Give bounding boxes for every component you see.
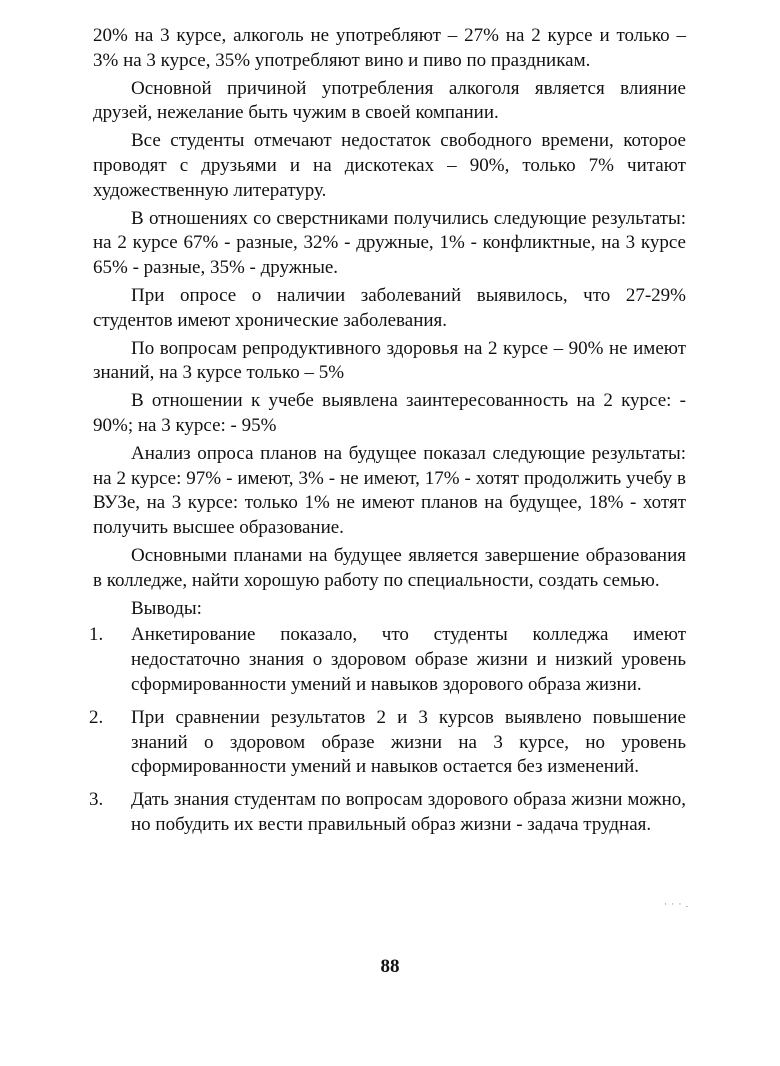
scan-speck: · · · . <box>664 899 689 909</box>
conclusions-heading: Выводы: <box>131 597 202 619</box>
list-item-text: Дать знания студентам по вопросам здорового образа жизни можно, но побудить их вести правильный образ жизни - задача трудная. <box>131 789 686 835</box>
paragraph-9: Основными планами на будущее является завершение образования в колледже, найти хорошую работу по специальности, создать семью. <box>93 544 686 591</box>
conclusions-list <box>89 623 686 837</box>
paragraph-8: Анализ опроса планов на будущее показал следующие результаты: на 2 курсе: 97% - имеют, 3% - не имеют, 17% - хотят продолжить учебу в ВУЗе, на 3 курсе: только 1% не имеют планов на будущее, 18% - хотят получить высшее образование. <box>93 442 686 539</box>
list-item <box>89 788 686 838</box>
list-item-number: 3. <box>89 789 104 811</box>
page-body <box>89 24 686 846</box>
paragraph-4: В отношениях со сверстниками получились следующие результаты: на 2 курсе 67% - разные, 32% - дружные, 1% - конфликтные, на 3 курсе 65% - разные, 35% - дружные. <box>93 207 686 279</box>
paragraph-3: Все студенты отмечают недостаток свободного времени, которое проводят с друзьями и на дискотеках – 90%, только 7% читают художественную литературу. <box>93 130 686 201</box>
paragraph-1: 20% на 3 курсе, алкоголь не употребляют – 27% на 2 курсе и только – 3% на 3 курсе, 35% употребляют вино и пиво по праздникам. <box>93 25 686 71</box>
paragraph-7: В отношении к учебе выявлена заинтересованность на 2 курсе: - 90%; на 3 курсе: - 95% <box>93 390 686 436</box>
paragraph-5: При опросе о наличии заболеваний выявилось, что 27-29% студентов имеют хронические заболевания. <box>93 284 686 331</box>
list-item-text: При сравнении результатов 2 и 3 курсов выявлено повышение знаний о здоровом образе жизни на 3 курсе, но уровень сформированности умений и навыков остается без изменений. <box>131 706 686 778</box>
list-item-number: 2. <box>89 706 104 728</box>
paragraph-6: По вопросам репродуктивного здоровья на 2 курсе – 90% не имеют знаний, на 3 курсе только – 5% <box>93 337 686 384</box>
list-item-number: 1. <box>89 624 104 646</box>
list-item-text: Анкетирование показало, что студенты колледжа имеют недостаточно знания о здоровом образе жизни и низкий уровень сформированности умений и навыков здорового образа жизни. <box>131 624 686 695</box>
page-number: 88 <box>380 956 400 977</box>
list-item <box>89 706 686 780</box>
list-item <box>89 623 686 697</box>
paragraph-2: Основной причиной употребления алкоголя является влияние друзей, нежелание быть чужим в своей компании. <box>93 77 686 124</box>
